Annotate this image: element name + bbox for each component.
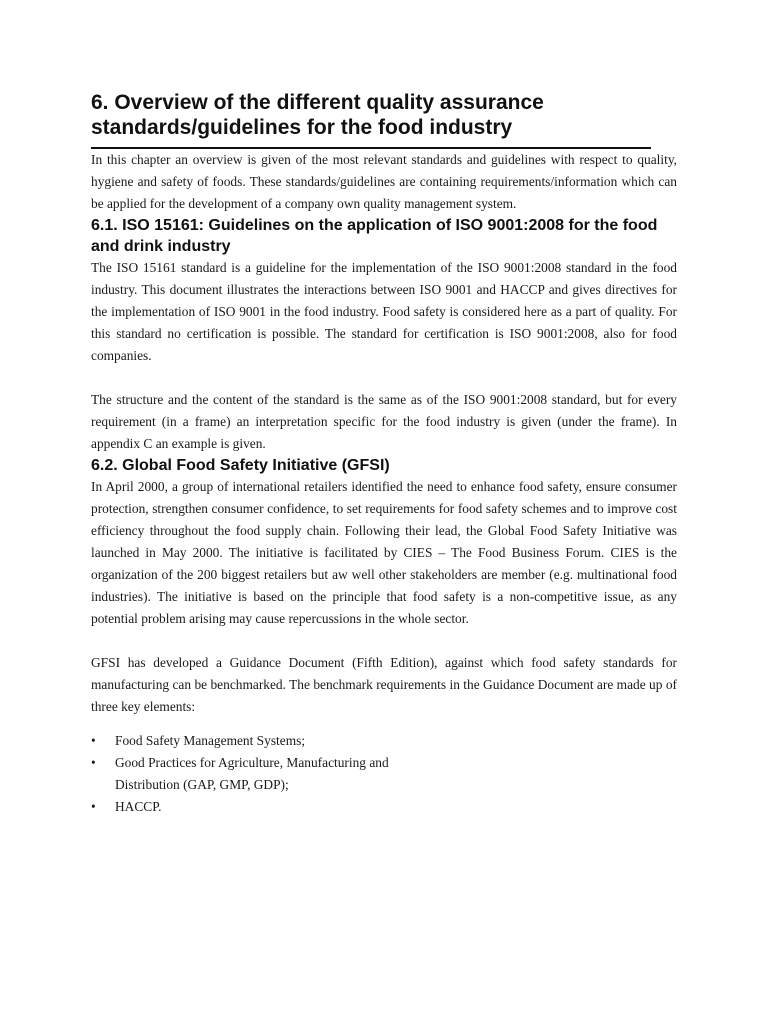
list-item-text: Food Safety Management Systems;	[115, 733, 306, 748]
list-item	[91, 752, 677, 796]
chapter-title: 6. Overview of the different quality assurance standards/guidelines for the food industry	[91, 91, 544, 139]
paragraph-spacer	[91, 630, 677, 652]
bullet-icon: •	[91, 799, 96, 814]
section-heading-gfsi: 6.2. Global Food Safety Initiative (GFSI)	[91, 457, 390, 474]
list-item-text: HACCP.	[115, 799, 162, 814]
document-page	[91, 90, 677, 818]
key-elements-list	[91, 730, 677, 818]
iso-15161-paragraph-2: The structure and the content of the standard is the same as of the ISO 9001:2008 standard, but for every requirement (in a frame) an interpretation specific for the food industry is given (under the frame). In appendix C an example is given.	[91, 392, 677, 451]
list-item	[91, 796, 677, 818]
iso-15161-paragraph-1: The ISO 15161 standard is a guideline for the implementation of the ISO 9001:2008 standard in the food industry. This document illustrates the interactions between ISO 9001 and HACCP and gives directives for the implementation of ISO 9001 in the food industry. Food safety is considered here as a part of quality. For this standard no certification is possible. The standard for certification is ISO 9001:2008, also for food companies.	[91, 260, 677, 363]
gfsi-paragraph-2: GFSI has developed a Guidance Document (Fifth Edition), against which food safety standards for manufacturing can be benchmarked. The benchmark requirements in the Guidance Document are made up of three key elements:	[91, 655, 677, 714]
list-item-text: Good Practices for Agriculture, Manufacturing and Distribution (GAP, GMP, GDP);	[115, 755, 389, 792]
list-item	[91, 730, 677, 752]
paragraph-spacer	[91, 367, 677, 389]
chapter-intro-paragraph: In this chapter an overview is given of the most relevant standards and guidelines with respect to quality, hygiene and safety of foods. These standards/guidelines are containing requirements/information which can be applied for the development of a company own quality management system.	[91, 152, 677, 211]
bullet-icon: •	[91, 755, 96, 770]
gfsi-paragraph-1: In April 2000, a group of international retailers identified the need to enhance food safety, ensure consumer protection, strengthen consumer confidence, to set requirements for food safety schemes and to improve cost efficiency throughout the food supply chain. Following their lead, the Global Food Safety Initiative was launched in May 2000. The initiative is facilitated by CIES – The Food Business Forum. CIES is the organization of the 200 biggest retailers but aw well other stakeholders are member (e.g. multinational food industries). The initiative is based on the principle that food safety is a non-competitive issue, as any potential problem arising may cause repercussions in the whole sector.	[91, 479, 677, 626]
section-heading-iso-15161: 6.1. ISO 15161: Guidelines on the application of ISO 9001:2008 for the food and drink industry	[91, 217, 658, 255]
bullet-icon: •	[91, 733, 96, 748]
